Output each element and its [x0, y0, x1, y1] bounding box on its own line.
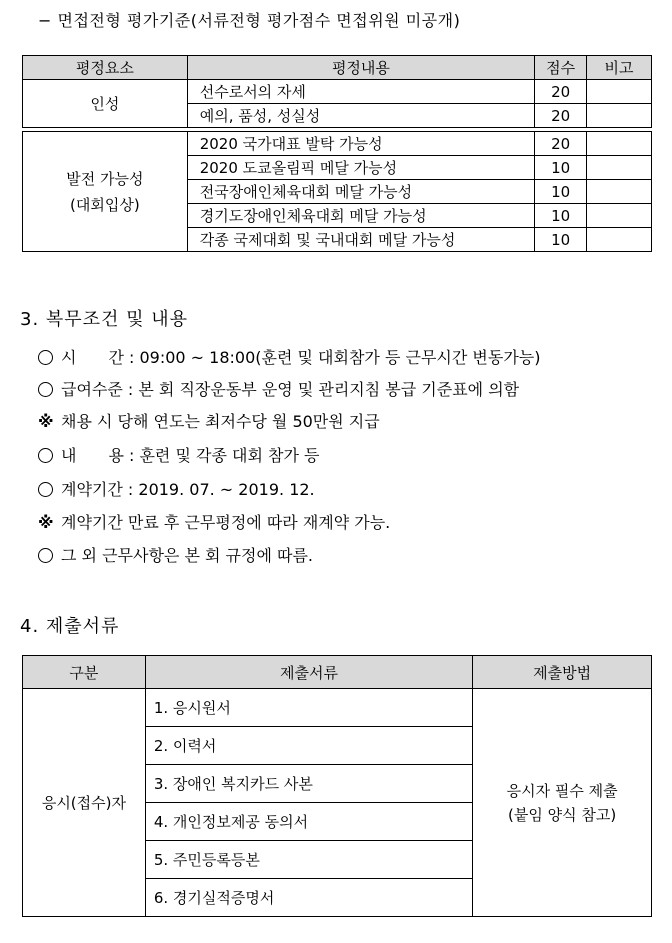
condition-text: 급여수준 : 본 회 직장운동부 운영 및 관리지침 봉급 기준표에 의함	[61, 380, 520, 399]
criterion-content: 2020 도쿄올림픽 메달 가능성	[187, 156, 534, 180]
header-method: 제출방법	[473, 656, 652, 689]
condition-item	[38, 477, 315, 500]
table-row	[23, 132, 652, 156]
criterion-remark	[587, 156, 652, 180]
criterion-remark	[587, 228, 652, 252]
condition-text: 계약기간 만료 후 근무평정에 따라 재계약 가능.	[61, 513, 391, 532]
condition-item	[38, 345, 540, 368]
criterion-content: 2020 국가대표 발탁 가능성	[187, 132, 534, 156]
factor-development	[23, 132, 188, 252]
criterion-score: 20	[535, 132, 587, 156]
condition-text: 내 용 : 훈련 및 각종 대회 참가 등	[61, 446, 320, 465]
document-item: 1. 응시원서	[145, 689, 472, 727]
criterion-score: 20	[535, 80, 587, 104]
circle-bullet-icon	[38, 482, 53, 497]
condition-item	[38, 377, 519, 400]
method-line1: 응시자 필수 제출	[506, 781, 618, 800]
condition-note	[38, 409, 380, 432]
criterion-remark	[587, 180, 652, 204]
document-item: 2. 이력서	[145, 727, 472, 765]
circle-bullet-icon	[38, 448, 53, 463]
criterion-score: 10	[535, 156, 587, 180]
method-line2: (붙임 양식 참고)	[508, 805, 617, 824]
header-factor: 평정요소	[23, 56, 188, 80]
criterion-content: 예의, 품성, 성실성	[187, 104, 534, 128]
header-category: 구분	[23, 656, 146, 689]
circle-bullet-icon	[38, 548, 53, 563]
header-score: 점수	[535, 56, 587, 80]
document-item: 3. 장애인 복지카드 사본	[145, 765, 472, 803]
factor-personality: 인성	[23, 80, 188, 128]
reference-mark-icon: ※	[38, 412, 54, 431]
header-documents: 제출서류	[145, 656, 472, 689]
criterion-score: 10	[535, 204, 587, 228]
criterion-score: 20	[535, 104, 587, 128]
criterion-remark	[587, 132, 652, 156]
circle-bullet-icon	[38, 382, 53, 397]
criterion-score: 10	[535, 228, 587, 252]
table-row	[23, 689, 652, 727]
condition-item	[38, 543, 313, 566]
header-remark: 비고	[587, 56, 652, 80]
submission-method	[473, 689, 652, 917]
criterion-remark	[587, 80, 652, 104]
section-title-documents: 4. 제출서류	[20, 616, 120, 637]
table-row	[23, 80, 652, 104]
header-content: 평정내용	[187, 56, 534, 80]
document-item: 5. 주민등록등본	[145, 841, 472, 879]
applicant-category: 응시(접수)자	[23, 689, 146, 917]
condition-text: 계약기간 : 2019. 07. ~ 2019. 12.	[61, 480, 315, 499]
evaluation-criteria-table	[22, 55, 652, 252]
criterion-content: 각종 국제대회 및 국내대회 메달 가능성	[187, 228, 534, 252]
document-item: 6. 경기실적증명서	[145, 879, 472, 917]
factor-development-line1: 발전 가능성	[66, 169, 144, 188]
eval-heading: − 면접전형 평가기준(서류전형 평가점수 면접위원 미공개)	[38, 11, 461, 30]
condition-text: 그 외 근무사항은 본 회 규정에 따름.	[61, 546, 313, 565]
condition-text: 채용 시 당해 연도는 최저수당 월 50만원 지급	[61, 412, 380, 431]
condition-text: 시 간 : 09:00 ~ 18:00(훈련 및 대회참가 등 근무시간 변동가능)	[61, 348, 541, 367]
document-item: 4. 개인정보제공 동의서	[145, 803, 472, 841]
criterion-content: 선수로서의 자세	[187, 80, 534, 104]
reference-mark-icon: ※	[38, 513, 54, 532]
criterion-content: 전국장애인체육대회 메달 가능성	[187, 180, 534, 204]
criterion-score: 10	[535, 180, 587, 204]
section-title-conditions: 3. 복무조건 및 내용	[20, 309, 189, 330]
condition-note	[38, 510, 390, 533]
circle-bullet-icon	[38, 350, 53, 365]
criterion-content: 경기도장애인체육대회 메달 가능성	[187, 204, 534, 228]
table-header-row	[23, 656, 652, 689]
criterion-remark	[587, 204, 652, 228]
criterion-remark	[587, 104, 652, 128]
submission-documents-table	[22, 655, 652, 917]
factor-development-line2: (대회입상)	[70, 195, 140, 214]
condition-item	[38, 443, 319, 466]
table-header-row	[23, 56, 652, 80]
